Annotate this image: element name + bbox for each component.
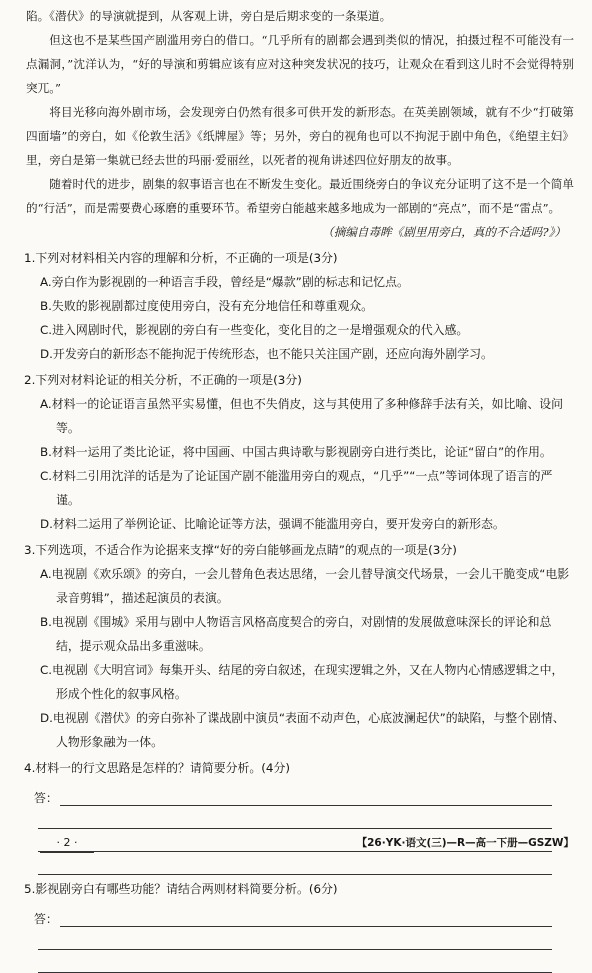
question-1 bbox=[26, 246, 574, 366]
answer-label: 答： bbox=[34, 912, 58, 926]
option-a: A.旁白作为影视剧的一种语言手段，曾经是“爆款”剧的标志和记忆点。 bbox=[40, 275, 409, 289]
question-stem: 3.下列选项，不适合作为论据来支撑“好的旁白能够画龙点睛”的观点的一项是(3分) bbox=[24, 543, 457, 557]
passage-paragraph: 随着时代的进步，剧集的叙事语言也在不断发生变化。最近围绕旁白的争议充分证明了这不是一个简单的“行活”，而是需要费心琢磨的重要环节。希望旁白能越来越多地成为一部剧的“亮点”，而不是“雷点”。 bbox=[26, 177, 574, 215]
answer-line[interactable] bbox=[34, 784, 552, 806]
question-stem: 5.影视剧旁白有哪些功能？请结合两则材料简要分析。(6分) bbox=[24, 882, 338, 896]
page-footer bbox=[26, 834, 574, 856]
option-c: C.进入网剧时代，影视剧的旁白有一些变化，变化目的之一是增强观众的代入感。 bbox=[40, 323, 469, 337]
question-3 bbox=[26, 538, 574, 754]
question-4 bbox=[26, 756, 574, 875]
option-d: D.材料二运用了举例论证、比喻论证等方法，强调不能滥用旁白，要开发旁白的新形态。 bbox=[40, 517, 505, 531]
answer-line[interactable] bbox=[38, 950, 552, 973]
question-5 bbox=[26, 877, 574, 973]
option-b: B.失败的影视剧都过度使用旁白，没有充分地信任和尊重观众。 bbox=[40, 299, 373, 313]
passage-paragraph: 将目光移向海外剧市场，会发现旁白仍然有很多可供开发的新形态。在英美剧领域，就有不少“打破第四面墙”的旁白，如《伦敦生活》《纸牌屋》等；另外，旁白的视角也可以不拘泥于剧中角色，《绝望主妇》里，旁白是第一集就已经去世的玛丽·爱丽丝，以死者的视角讲述四位好朋友的故事。 bbox=[26, 105, 574, 167]
passage-paragraph: 陷。《潜伏》的导演就提到，从客观上讲，旁白是后期求变的一条渠道。 bbox=[26, 9, 392, 23]
answer-label: 答： bbox=[34, 791, 58, 805]
option-a: A.电视剧《欢乐颂》的旁白，一会儿替角色表达思绪，一会儿替导演交代场景，一会儿干脆变成“电影录音剪辑”，描述起演员的表演。 bbox=[40, 567, 570, 605]
option-d: D.电视剧《潜伏》的旁白弥补了谍战剧中演员“表面不动声色，心底波澜起伏”的缺陷，与整个剧情、人物形象融为一体。 bbox=[40, 711, 565, 749]
answer-area[interactable] bbox=[34, 784, 574, 875]
option-c: C.材料二引用沈洋的话是为了论证国产剧不能滥用旁白的观点，“几乎”“一点”等词体现了语言的严谨。 bbox=[40, 469, 553, 507]
passage-paragraph: 但这也不是某些国产剧滥用旁白的借口。“几乎所有的剧都会遇到类似的情况，拍摄过程不可能没有一点漏洞，”沈洋认为，“好的导演和剪辑应该有应对这种突发状况的技巧，让观众在看到这儿时不会觉得特别突兀。” bbox=[26, 33, 574, 95]
option-a: A.材料一的论证语言虽然平实易懂，但也不失俏皮，这与其使用了多种修辞手法有关，如比喻、设问等。 bbox=[40, 397, 564, 435]
passage-source: （摘编自毒眸《剧里用旁白，真的不合适吗?》） bbox=[322, 225, 566, 239]
answer-line[interactable] bbox=[38, 927, 552, 950]
question-stem: 2.下列对材料论证的相关分析，不正确的一项是(3分) bbox=[24, 373, 302, 387]
page-number: · 2 · bbox=[40, 834, 94, 853]
answer-line[interactable] bbox=[38, 806, 552, 829]
question-2 bbox=[26, 368, 574, 536]
option-b: B.材料一运用了类比论证，将中国画、中国古典诗歌与影视剧旁白进行类比，论证“留白”的作用。 bbox=[40, 445, 552, 459]
question-stem: 1.下列对材料相关内容的理解和分析，不正确的一项是(3分) bbox=[24, 251, 338, 265]
option-c: C.电视剧《大明宫词》每集开头、结尾的旁白叙述，在现实逻辑之外，又在人物内心情感逻辑之中，形成个性化的叙事风格。 bbox=[40, 663, 564, 701]
exam-code: 【26·YK·语文(三)—R—高一下册—GSZW】 bbox=[356, 837, 574, 849]
option-b: B.电视剧《围城》采用与剧中人物语言风格高度契合的旁白，对剧情的发展做意味深长的评论和总结，提示观众品出多重滋味。 bbox=[40, 615, 552, 653]
answer-line[interactable] bbox=[34, 905, 552, 927]
question-stem: 4.材料一的行文思路是怎样的？请简要分析。(4分) bbox=[24, 761, 291, 775]
option-d: D.开发旁白的新形态不能拘泥于传统形态，也不能只关注国产剧，还应向海外剧学习。 bbox=[40, 347, 493, 361]
answer-area[interactable] bbox=[34, 905, 574, 973]
